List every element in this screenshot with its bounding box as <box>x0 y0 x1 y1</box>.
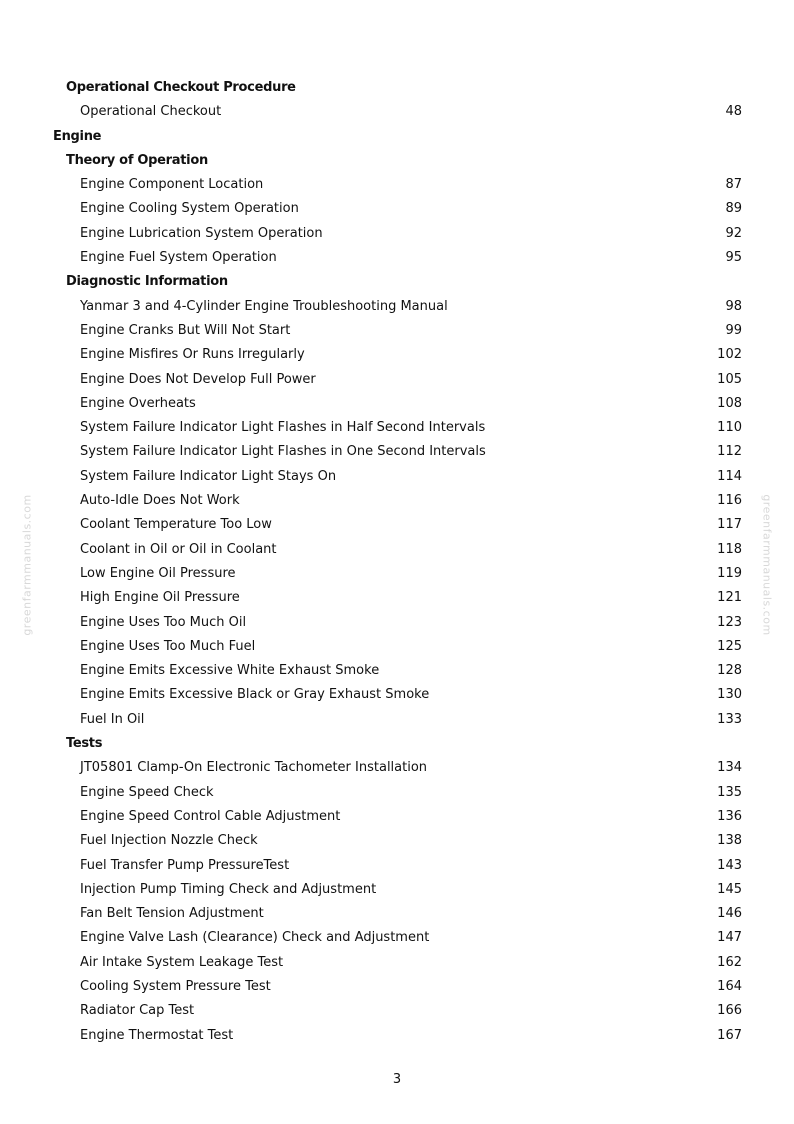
toc-entry-title: Fuel Transfer Pump PressureTest <box>80 857 290 873</box>
toc-entry-title: System Failure Indicator Light Stays On <box>80 468 337 484</box>
toc-entry-title: Engine Thermostat Test <box>80 1027 234 1043</box>
toc-entry[interactable] <box>0 683 794 707</box>
toc-entry-title: Engine Overheats <box>80 395 196 411</box>
toc-entry[interactable] <box>0 586 794 610</box>
toc-entry[interactable] <box>0 392 794 416</box>
toc-entry[interactable] <box>0 1024 794 1048</box>
toc-entry[interactable] <box>0 368 794 392</box>
toc-entry-title: Engine Cranks But Will Not Start <box>80 322 291 338</box>
toc-page-number: 123 <box>717 614 742 630</box>
toc-entry-title: Engine Uses Too Much Oil <box>80 614 247 630</box>
toc-page-number: 118 <box>717 541 742 557</box>
toc-page-number: 117 <box>717 517 742 533</box>
toc-entry[interactable] <box>0 197 794 221</box>
toc-entry-title: Engine Emits Excessive White Exhaust Smoke <box>80 663 380 679</box>
toc-page-number: 138 <box>717 833 742 849</box>
toc-entry[interactable] <box>0 659 794 683</box>
toc-page-number: 128 <box>717 663 742 679</box>
toc-entry-title: Engine Uses Too Much Fuel <box>80 638 256 654</box>
toc-entry-title: Low Engine Oil Pressure <box>80 565 236 581</box>
toc-page-number: 89 <box>725 201 742 217</box>
toc-page-number: 87 <box>725 177 742 193</box>
toc-entry[interactable] <box>0 246 794 270</box>
toc-entry-title: Cooling System Pressure Test <box>80 978 271 994</box>
watermark-left: greenfarmmanuals.com <box>20 494 34 636</box>
watermark-right: greenfarmmanuals.com <box>760 494 774 636</box>
toc-entry-title: JT05801 Clamp-On Electronic Tachometer Installation <box>80 760 428 776</box>
toc-entry-title: Air Intake System Leakage Test <box>80 954 284 970</box>
toc-entry-title: Engine Component Location <box>80 177 264 193</box>
toc-entry-title: System Failure Indicator Light Flashes in Half Second Intervals <box>80 420 486 436</box>
toc-entry-title: Yanmar 3 and 4-Cylinder Engine Troubleshooting Manual <box>80 298 448 314</box>
toc-page-number: 110 <box>717 420 742 436</box>
toc-page-number: 166 <box>717 1003 742 1019</box>
toc-entry[interactable] <box>0 173 794 197</box>
toc-entry-title: Engine Does Not Develop Full Power <box>80 371 316 387</box>
toc-subsection-title: Diagnostic Information <box>66 274 228 290</box>
toc-page-number: 136 <box>717 808 742 824</box>
toc-entry[interactable] <box>0 100 794 124</box>
table-of-contents <box>0 76 794 1048</box>
toc-page-number: 135 <box>717 784 742 800</box>
toc-subsection-title: Tests <box>66 736 103 752</box>
toc-entry[interactable] <box>0 416 794 440</box>
toc-entry[interactable] <box>0 538 794 562</box>
toc-entry[interactable] <box>0 708 794 732</box>
toc-entry-title: Coolant in Oil or Oil in Coolant <box>80 541 277 557</box>
toc-page-number: 133 <box>717 711 742 727</box>
toc-entry-title: Engine Valve Lash (Clearance) Check and Adjustment <box>80 930 430 946</box>
toc-page-number: 125 <box>717 638 742 654</box>
toc-entry[interactable] <box>0 222 794 246</box>
toc-section-title: Engine <box>53 128 102 144</box>
toc-page-number: 164 <box>717 978 742 994</box>
toc-page-number: 167 <box>717 1027 742 1043</box>
toc-entry[interactable] <box>0 343 794 367</box>
toc-entry-title: Fuel Injection Nozzle Check <box>80 833 258 849</box>
toc-entry-title: System Failure Indicator Light Flashes in One Second Intervals <box>80 444 486 460</box>
toc-entry-title: Coolant Temperature Too Low <box>80 517 272 533</box>
toc-page-number: 102 <box>717 347 742 363</box>
toc-entry-title: Fan Belt Tension Adjustment <box>80 906 264 922</box>
toc-page-number: 114 <box>717 468 742 484</box>
toc-page-number: 130 <box>717 687 742 703</box>
toc-entry[interactable] <box>0 465 794 489</box>
toc-entry[interactable] <box>0 440 794 464</box>
toc-page-number: 119 <box>717 565 742 581</box>
toc-page-number: 98 <box>725 298 742 314</box>
toc-entry[interactable] <box>0 635 794 659</box>
toc-entry-title: Engine Speed Control Cable Adjustment <box>80 808 341 824</box>
page-number: 3 <box>392 1072 402 1087</box>
toc-entry[interactable] <box>0 489 794 513</box>
toc-page-number: 134 <box>717 760 742 776</box>
toc-entry-title: Engine Lubrication System Operation <box>80 225 323 241</box>
toc-entry-title: Engine Speed Check <box>80 784 214 800</box>
toc-page-number: 108 <box>717 395 742 411</box>
toc-entry[interactable] <box>0 756 794 780</box>
toc-entry[interactable] <box>0 319 794 343</box>
toc-entry[interactable] <box>0 513 794 537</box>
toc-entry[interactable] <box>0 902 794 926</box>
toc-page-number: 48 <box>725 104 742 120</box>
toc-page-number: 121 <box>717 590 742 606</box>
toc-entry[interactable] <box>0 295 794 319</box>
toc-entry[interactable] <box>0 975 794 999</box>
toc-page-number: 105 <box>717 371 742 387</box>
toc-page-number: 95 <box>725 250 742 266</box>
toc-entry[interactable] <box>0 878 794 902</box>
toc-entry[interactable] <box>0 562 794 586</box>
toc-entry-title: Engine Fuel System Operation <box>80 250 277 266</box>
toc-entry[interactable] <box>0 926 794 950</box>
toc-subsection <box>0 270 794 294</box>
toc-entry-title: Injection Pump Timing Check and Adjustment <box>80 881 377 897</box>
toc-page-number: 92 <box>725 225 742 241</box>
toc-entry-title: Auto-Idle Does Not Work <box>80 493 240 509</box>
toc-subsection <box>0 76 794 100</box>
toc-entry[interactable] <box>0 829 794 853</box>
toc-page-number: 145 <box>717 881 742 897</box>
toc-page-number: 146 <box>717 906 742 922</box>
toc-entry[interactable] <box>0 781 794 805</box>
toc-entry-title: Engine Cooling System Operation <box>80 201 299 217</box>
toc-section <box>0 125 794 149</box>
toc-entry[interactable] <box>0 805 794 829</box>
toc-subsection <box>0 149 794 173</box>
toc-page-number: 143 <box>717 857 742 873</box>
toc-page-number: 162 <box>717 954 742 970</box>
toc-subsection-title: Theory of Operation <box>66 152 208 168</box>
toc-page-number: 99 <box>725 322 742 338</box>
toc-entry-title: Operational Checkout <box>80 104 222 120</box>
toc-entry-title: High Engine Oil Pressure <box>80 590 240 606</box>
toc-entry[interactable] <box>0 854 794 878</box>
toc-page-number: 112 <box>717 444 742 460</box>
toc-entry[interactable] <box>0 611 794 635</box>
toc-entry-title: Engine Emits Excessive Black or Gray Exhaust Smoke <box>80 687 430 703</box>
toc-page-number: 116 <box>717 493 742 509</box>
toc-entry[interactable] <box>0 999 794 1023</box>
toc-page-number: 147 <box>717 930 742 946</box>
toc-entry-title: Radiator Cap Test <box>80 1003 195 1019</box>
toc-subsection-title: Operational Checkout Procedure <box>66 80 296 95</box>
toc-entry[interactable] <box>0 951 794 975</box>
toc-entry-title: Engine Misfires Or Runs Irregularly <box>80 347 305 363</box>
toc-subsection <box>0 732 794 756</box>
toc-entry-title: Fuel In Oil <box>80 711 145 727</box>
